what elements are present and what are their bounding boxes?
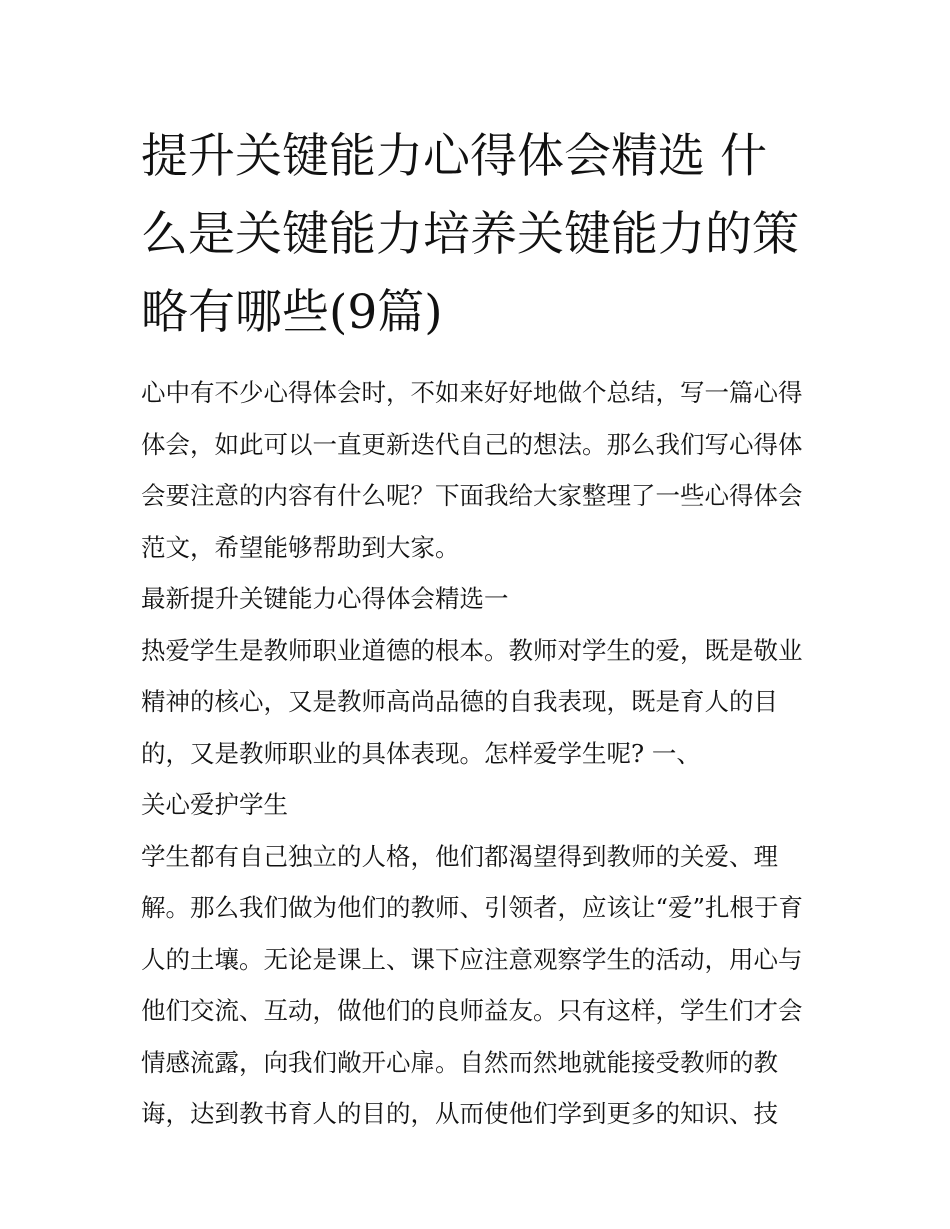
- intro-paragraph: 心中有不少心得体会时，不如来好好地做个总结，写一篇心得体会，如此可以一直更新迭代自己的想法。那么我们写心得体会要注意的内容有什么呢？下面我给大家整理了一些心得体会范文，希望能够帮助到大家。: [141, 378, 803, 562]
- body-paragraph: 学生都有自己独立的人格，他们都渴望得到教师的关爱、理解。那么我们做为他们的教师、引领者，应该让“爱”扎根于育人的土壤。无论是课上、课下应注意观察学生的活动，用心与他们交流、互动，做他们的良师益友。只有这样，学生们才会情感流露，向我们敞开心扉。自然而然地就能接受教师的教诲，达到教书育人的目的，从而使他们学到更多的知识、技: [141, 841, 804, 1128]
- document-title: 提升关键能力心得体会精选 什么是关键能力培养关键能力的策略有哪些(9篇): [141, 129, 799, 340]
- body-paragraph: 热爱学生是教师职业道德的根本。教师对学生的爱，既是敬业精神的核心，又是教师高尚品德的自我表现，既是育人的目的，又是教师职业的具体表现。怎样爱学生呢? 一、: [141, 635, 803, 768]
- document-body: [141, 367, 813, 1140]
- section-heading: 最新提升关键能力心得体会精选一: [141, 584, 509, 613]
- document-page: [141, 118, 813, 1140]
- subheading: 关心爱护学生: [141, 790, 288, 819]
